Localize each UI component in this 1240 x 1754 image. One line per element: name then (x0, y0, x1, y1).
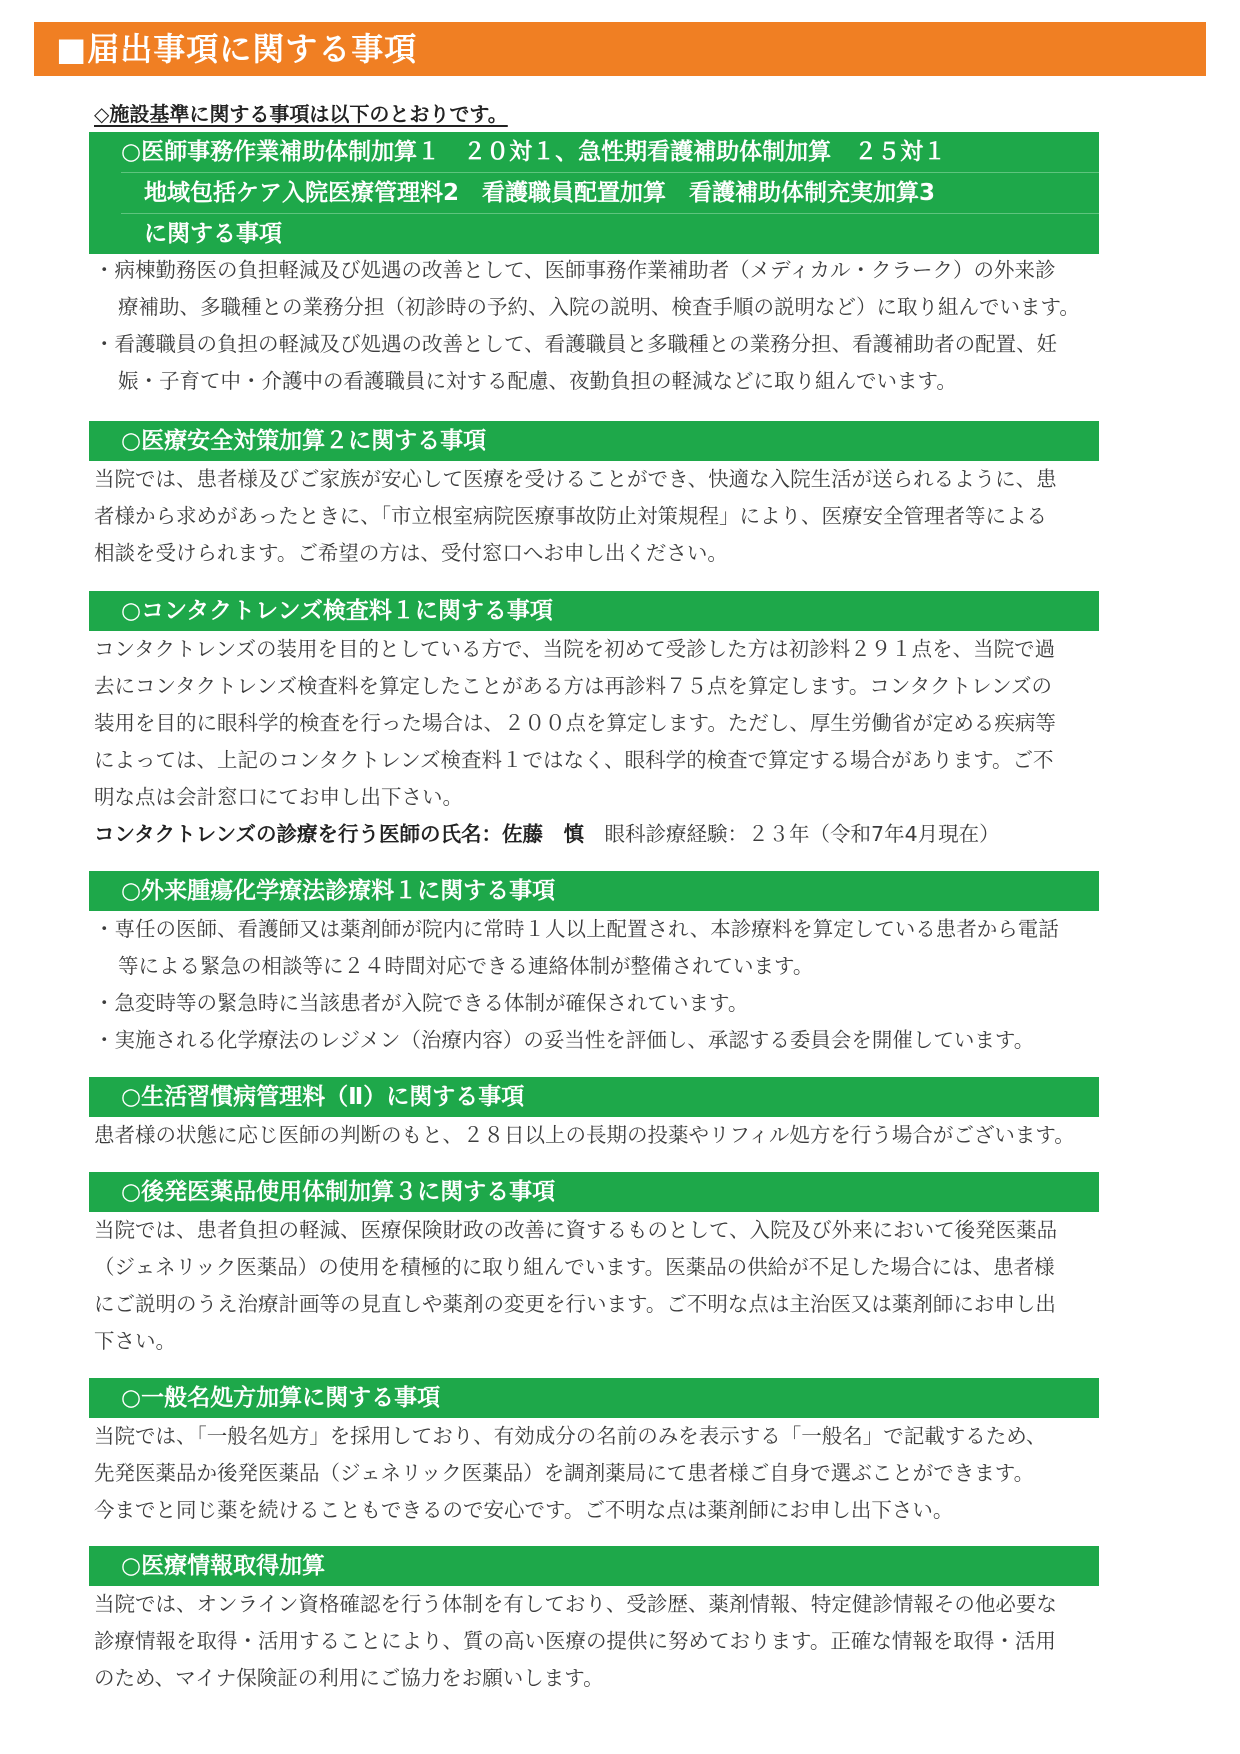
body-line: 相談を受けられます。ご希望の方は、受付窓口へお申し出ください。 (94, 541, 728, 565)
section-body-doctor-clerk (94, 252, 1204, 400)
body-line: にご説明のうえ治療計画等の見直しや薬剤の変更を行います。ご不明な点は主治医又は薬剤師にお申し出 (94, 1292, 1056, 1316)
body-line: コンタクトレンズの装用を目的としている方で、当院を初めて受診した方は初診料２９１点を、当院で過 (94, 637, 1056, 661)
bullet-line: ・急変時等の緊急時に当該患者が入院できる体制が確保されています。 (94, 991, 749, 1015)
heading-line: ○後発医薬品使用体制加算３に関する事項 (121, 1179, 556, 1205)
heading-line: 地域包括ケア入院医療管理料2 看護職員配置加算 看護補助体制充実加算3 (121, 173, 1099, 214)
body-line: によっては、上記のコンタクトレンズ検査料１ではなく、眼科学的検査で算定する場合があります。ご不 (94, 748, 1054, 772)
section-body-chemotherapy (94, 911, 1204, 1059)
bullet-continuation: 等による緊急の相談等に２４時間対応できる連絡体制が整備されています。 (118, 954, 814, 978)
body-line: 当院では、患者負担の軽減、医療保険財政の改善に資するものとして、入院及び外来において後発医薬品 (94, 1218, 1058, 1242)
bullet-line: ・病棟勤務医の負担軽減及び処遇の改善として、医師事務作業補助者（メディカル・クラーク）の外来診 (94, 258, 1056, 282)
intro-text: ◇施設基準に関する事項は以下のとおりです。 (94, 102, 508, 126)
body-line: 診療情報を取得・活用することにより、質の高い医療の提供に努めております。正確な情報を取得・活用 (94, 1629, 1056, 1653)
section-heading-chemotherapy (89, 871, 1099, 911)
body-line: 先発医薬品か後発医薬品（ジェネリック医薬品）を調剤薬局にて患者様ご自身で選ぶことができます。 (94, 1461, 1035, 1485)
doctor-name: コンタクトレンズの診療を行う医師の氏名：佐藤 慎 (94, 822, 585, 846)
body-line: （ジェネリック医薬品）の使用を積極的に取り組んでいます。医薬品の供給が不足した場合には、患者様 (94, 1255, 1055, 1279)
body-line: 去にコンタクトレンズ検査料を算定したことがある方は再診料７５点を算定します。コンタクトレンズの (94, 674, 1052, 698)
bullet-continuation: 娠・子育て中・介護中の看護職員に対する配慮、夜勤負担の軽減などに取り組んでいます。 (118, 369, 957, 393)
heading-line: ○コンタクトレンズ検査料１に関する事項 (121, 598, 553, 624)
section-heading-generic-drugs (89, 1172, 1099, 1212)
section-body-lifestyle-disease (94, 1117, 1204, 1154)
bullet-continuation: 療補助、多職種との業務分担（初診時の予約、入院の説明、検査手順の説明など）に取り組んでいます。 (118, 295, 1080, 319)
heading-line: ○医師事務作業補助体制加算１ ２０対１、急性期看護補助体制加算 ２５対１ (121, 132, 1099, 173)
section-heading-lifestyle-disease (89, 1077, 1099, 1117)
section-heading-generic-name-prescription (89, 1378, 1099, 1418)
heading-line: ○生活習慣病管理料（Ⅱ）に関する事項 (121, 1084, 525, 1110)
bullet-line: ・看護職員の負担の軽減及び処遇の改善として、看護職員と多職種との業務分担、看護補助者の配置、妊 (94, 332, 1058, 356)
body-line: のため、マイナ保険証の利用にご協力をお願いします。 (94, 1666, 604, 1690)
body-line: 下さい。 (94, 1329, 176, 1353)
heading-line: ○外来腫瘍化学療法診療料１に関する事項 (121, 878, 556, 904)
body-line: 今までと同じ薬を続けることもできるので安心です。ご不明な点は薬剤師にお申し出下さい。 (94, 1498, 954, 1522)
section-heading-medical-info (89, 1546, 1099, 1586)
heading-line: ○一般名処方加算に関する事項 (121, 1385, 441, 1411)
section-heading-contact-lens (89, 591, 1099, 631)
heading-line: ○医療情報取得加算 (121, 1553, 326, 1579)
body-line: 者様から求めがあったときに、「市立根室病院医療事故防止対策規程」により、医療安全管理者等による (94, 504, 1048, 528)
body-line: 装用を目的に眼科学的検査を行った場合は、２００点を算定します。ただし、厚生労働省が定める疾病等 (94, 711, 1056, 735)
bullet-line: ・実施される化学療法のレジメン（治療内容）の妥当性を評価し、承認する委員会を開催しています。 (94, 1028, 1035, 1052)
body-line: 当院では、オンライン資格確認を行う体制を有しており、受診歴、薬剤情報、特定健診情報その他必要な (94, 1592, 1057, 1616)
body-line: 当院では、患者様及びご家族が安心して医療を受けることができ、快適な入院生活が送られるように、患 (94, 467, 1057, 491)
section-body-contact-lens (94, 631, 1204, 853)
body-line: 明な点は会計窓口にてお申し出下さい。 (94, 785, 463, 809)
body-line: 当院では、「一般名処方」を採用しており、有効成分の名前のみを表示する「一般名」で記載するため、 (94, 1424, 1047, 1448)
heading-line: ○医療安全対策加算２に関する事項 (121, 428, 487, 454)
section-body-medical-safety (94, 461, 1204, 572)
section-heading-medical-safety (89, 421, 1099, 461)
doctor-experience: 眼科診療経験：２３年（令和7年4月現在） (584, 822, 1000, 846)
heading-line: に関する事項 (144, 221, 282, 247)
section-body-medical-info (94, 1586, 1204, 1697)
section-body-generic-name-prescription (94, 1418, 1204, 1529)
section-body-generic-drugs (94, 1212, 1204, 1360)
page-header: ■届出事項に関する事項 (34, 22, 1206, 76)
bullet-line: ・専任の医師、看護師又は薬剤師が院内に常時１人以上配置され、本診療料を算定している患者から電話 (94, 917, 1059, 941)
doctor-info (94, 816, 1204, 853)
section-heading-doctor-clerk (89, 132, 1099, 254)
body-line: 患者様の状態に応じ医師の判断のもと、２８日以上の長期の投薬やリフィル処方を行う場合がございます。 (94, 1123, 1075, 1147)
